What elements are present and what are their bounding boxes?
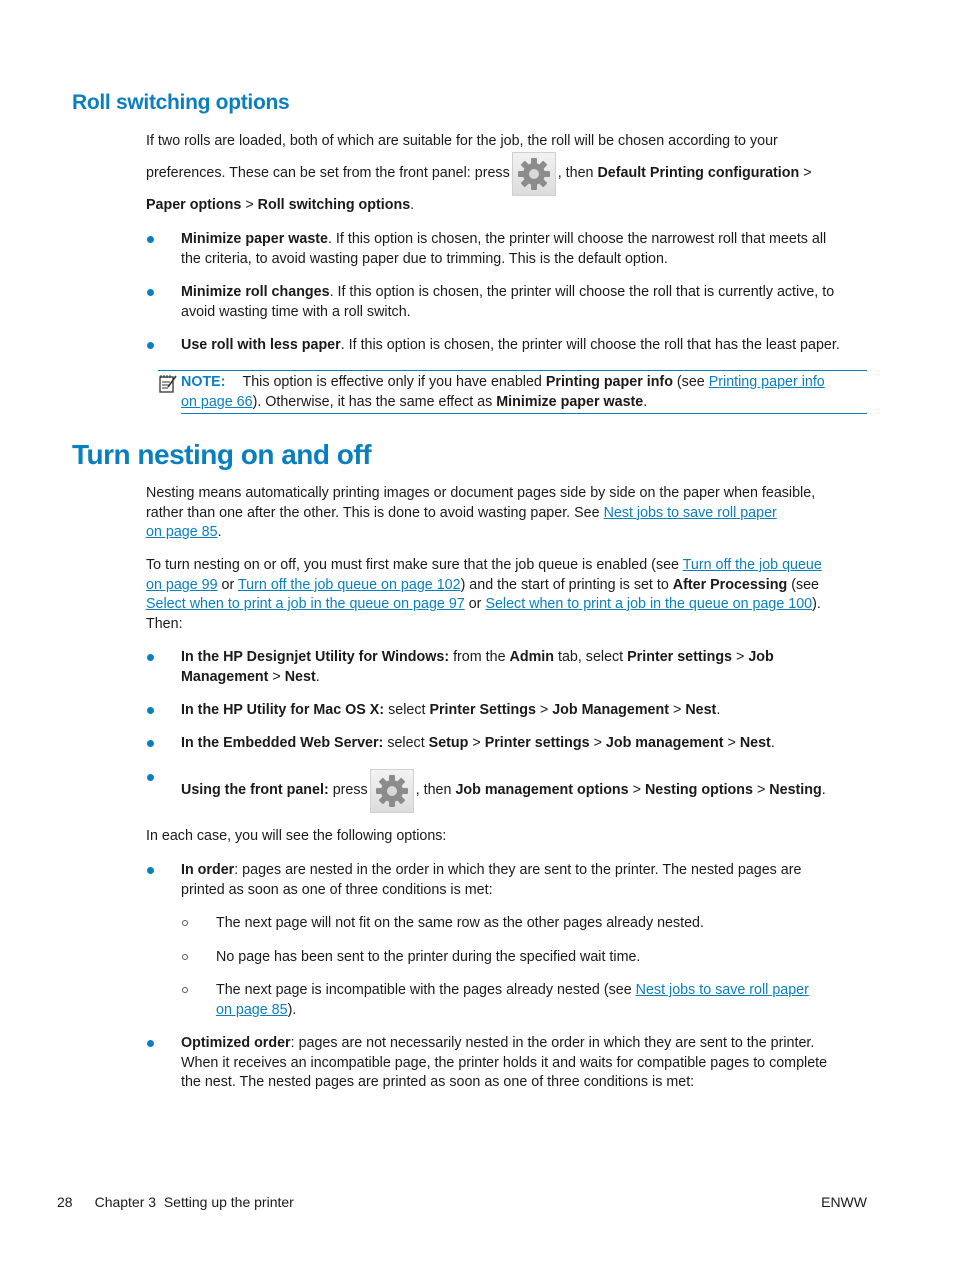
bullet-icon (147, 342, 154, 349)
roll-switching-label: Roll switching options (257, 197, 411, 213)
option-desc-line3: the nest. The nested pages are printed as soon as one of three conditions is met: (181, 1074, 695, 1090)
menu-path: Nest (739, 735, 771, 751)
breadcrumb-separator: > (803, 165, 812, 182)
bullet-icon (147, 1040, 154, 1047)
gear-icon (512, 152, 556, 196)
menu-path: Setup (428, 735, 469, 751)
method-text: , then (415, 782, 452, 799)
option-desc: . If this option is chosen, the printer will choose the narrowest roll that meets all (327, 231, 827, 247)
breadcrumb-separator: > (632, 782, 641, 799)
method-name: In the Embedded Web Server: (181, 735, 384, 751)
menu-path: Printer Settings (429, 702, 536, 718)
link-page-85[interactable]: on page 85 (216, 1001, 288, 1018)
note-bold: Minimize paper waste (496, 393, 644, 410)
paragraph-text: To turn nesting on or off, you must first make sure that the job queue is enabled (see (146, 557, 679, 573)
menu-path: Job management (605, 735, 724, 751)
breadcrumb-separator: > (245, 197, 254, 213)
paragraph-text: or (468, 596, 482, 612)
option-desc: : pages are not necessarily nested in the order in which they are sent to the printer. (290, 1035, 815, 1051)
link-page-99[interactable]: on page 99 (146, 576, 218, 593)
paper-options-label: Paper options (146, 197, 242, 213)
period: . (217, 524, 222, 540)
roll-intro-line1: If two rolls are loaded, both of which are suitable for the job, the roll will be chosen according to your (146, 133, 778, 149)
breadcrumb-separator: > (756, 782, 766, 799)
list-item-optimized-order (181, 1034, 881, 1093)
link-select-when-print-97[interactable]: Select when to print a job in the queue on page 97 (146, 596, 465, 612)
method-name: In the HP Designjet Utility for Windows: (181, 649, 450, 665)
paragraph-text: rather than one after the other. This is done to avoid wasting paper. See (146, 504, 600, 521)
breadcrumb-separator: > (672, 702, 682, 718)
option-desc: : pages are nested in the order in which they are sent to the printer. The nested pages are (234, 862, 802, 878)
roll-intro-text: preferences. These can be set from the front panel: press (146, 165, 510, 182)
method-text: select (388, 702, 426, 718)
method-text: from the (453, 649, 506, 665)
bullet-icon (147, 867, 154, 874)
list-item (181, 336, 871, 356)
menu-path: Job (748, 649, 774, 665)
sub-list-item: No page has been sent to the printer during the specified wait time. (216, 949, 641, 965)
nesting-paragraph-2 (146, 556, 876, 634)
method-name: Using the front panel: (181, 782, 329, 799)
bullet-icon (147, 289, 154, 296)
bullet-icon (147, 236, 154, 243)
period: . (410, 197, 415, 213)
note-label: NOTE: (181, 374, 226, 390)
method-text: press (332, 782, 368, 799)
link-nest-jobs[interactable]: Nest jobs to save roll paper (635, 982, 809, 998)
list-item-in-order (181, 861, 871, 900)
note-text: ). Otherwise, it has the same effect as (252, 393, 493, 410)
roll-intro-line3 (146, 196, 414, 216)
bullet-icon (147, 774, 154, 781)
sub-bullet-icon (182, 987, 188, 993)
list-item (181, 230, 871, 269)
method-text: select (387, 735, 425, 751)
bullet-icon (147, 740, 154, 747)
breadcrumb-separator: > (727, 735, 736, 751)
bullet-icon (147, 654, 154, 661)
chapter-label: Chapter 3 (94, 1194, 157, 1210)
sub-text: The next page is incompatible with the pages already nested (see (216, 982, 632, 998)
sub-list-item (216, 981, 866, 1020)
roll-intro-then: , then (557, 165, 594, 182)
after-processing-label: After Processing (672, 576, 788, 593)
sub-bullet-icon (182, 954, 188, 960)
option-desc-line2: avoid wasting time with a roll switch. (181, 303, 411, 320)
list-item-ews: In the Embedded Web Server: select Setup > Printer settings > Job management > Nest. (181, 735, 775, 751)
section-heading-nesting: Turn nesting on and off (72, 439, 372, 470)
menu-path: Nesting (769, 782, 822, 799)
note-icon (158, 374, 178, 394)
paragraph-text: ) and the start of printing is set to (460, 576, 669, 593)
paragraph-text: ). (812, 596, 821, 612)
note-content (181, 373, 871, 412)
menu-path: Printer settings (484, 735, 590, 751)
bullet-icon (147, 707, 154, 714)
method-name: In the HP Utility for Mac OS X: (181, 702, 385, 718)
link-printing-paper-info[interactable]: Printing paper info (708, 374, 825, 390)
option-desc-line2: When it receives an incompatible page, the printer holds it and waits for compatible pages to complete (181, 1054, 828, 1071)
footer-right: ENWW (821, 1194, 867, 1210)
page-number: 28 (57, 1194, 73, 1210)
menu-path: Printer settings (627, 649, 733, 665)
option-name: Optimized order (181, 1035, 291, 1051)
default-printing-config-label: Default Printing configuration (597, 165, 800, 182)
link-select-when-print-100[interactable]: Select when to print a job in the queue on page 100 (485, 596, 813, 612)
note-text: This option is effective only if you have enabled (242, 374, 542, 390)
list-item-front-panel: Using the front panel: press , then Job management options > Nesting options > Nesting . (181, 768, 826, 814)
option-name: In order (181, 862, 235, 878)
option-desc-line2: the criteria, to avoid wasting paper due to trimming. This is the default option. (181, 250, 668, 267)
option-desc: . If this option is chosen, the printer will choose the roll that has the least paper. (340, 337, 840, 353)
note-text: (see (676, 374, 705, 390)
breadcrumb-separator: > (472, 735, 481, 751)
section-heading-roll-switching: Roll switching options (72, 91, 290, 114)
menu-path: Nest (685, 702, 717, 718)
option-name: Minimize roll changes (181, 284, 330, 300)
option-desc: . If this option is chosen, the printer will choose the roll that is currently active, to (329, 284, 835, 300)
roll-intro-line2 (146, 151, 812, 197)
paragraph-text: Nesting means automatically printing images or document pages side by side on the paper when feasible, (146, 485, 816, 501)
option-name: Use roll with less paper (181, 337, 341, 353)
link-turn-off-job-queue-102[interactable]: Turn off the job queue on page 102 (237, 576, 461, 593)
menu-path: Nesting options (644, 782, 753, 799)
menu-path: Job management options (455, 782, 629, 799)
list-item (181, 283, 871, 322)
option-desc-line2: printed as soon as one of three conditions is met: (181, 881, 493, 898)
menu-path: Management (181, 668, 269, 685)
link-turn-off-job-queue[interactable]: Turn off the job queue (682, 557, 822, 573)
each-case-text: In each case, you will see the following options: (146, 828, 447, 844)
gear-icon (370, 769, 414, 813)
breadcrumb-separator: > (272, 668, 281, 685)
menu-path: Nest (284, 668, 316, 685)
breadcrumb-separator: > (539, 702, 549, 718)
breadcrumb-separator: > (593, 735, 602, 751)
link-page-85[interactable]: on page 85 (146, 524, 218, 540)
paragraph-text: (see (791, 576, 819, 593)
method-text: tab, select (557, 649, 624, 665)
breadcrumb-separator: > (736, 649, 745, 665)
option-name: Minimize paper waste (181, 231, 328, 247)
nesting-paragraph-1 (146, 484, 866, 543)
link-page-66[interactable]: on page 66 (181, 393, 253, 410)
sub-text: ). (287, 1001, 297, 1018)
page-footer (57, 1193, 294, 1213)
menu-path: Job Management (552, 702, 669, 718)
note-bold: Printing paper info (545, 374, 673, 390)
sub-bullet-icon (182, 920, 188, 926)
paragraph-text: or (221, 576, 235, 593)
menu-path: Admin (509, 649, 554, 665)
paragraph-text: Then: (146, 615, 183, 632)
sub-list-item: The next page will not fit on the same row as the other pages already nested. (216, 915, 704, 931)
note-top-rule (158, 370, 867, 371)
chapter-title: Setting up the printer (163, 1194, 294, 1210)
link-nest-jobs[interactable]: Nest jobs to save roll paper (603, 504, 777, 521)
list-item-windows: In the HP Designjet Utility for Windows: from the Admin tab, select Printer settings > Job Management > Nest. (181, 649, 774, 685)
period: . (643, 393, 648, 410)
note-bottom-rule (181, 413, 867, 414)
list-item-mac: In the HP Utility for Mac OS X: select Printer Settings > Job Management > Nest. (181, 702, 721, 718)
